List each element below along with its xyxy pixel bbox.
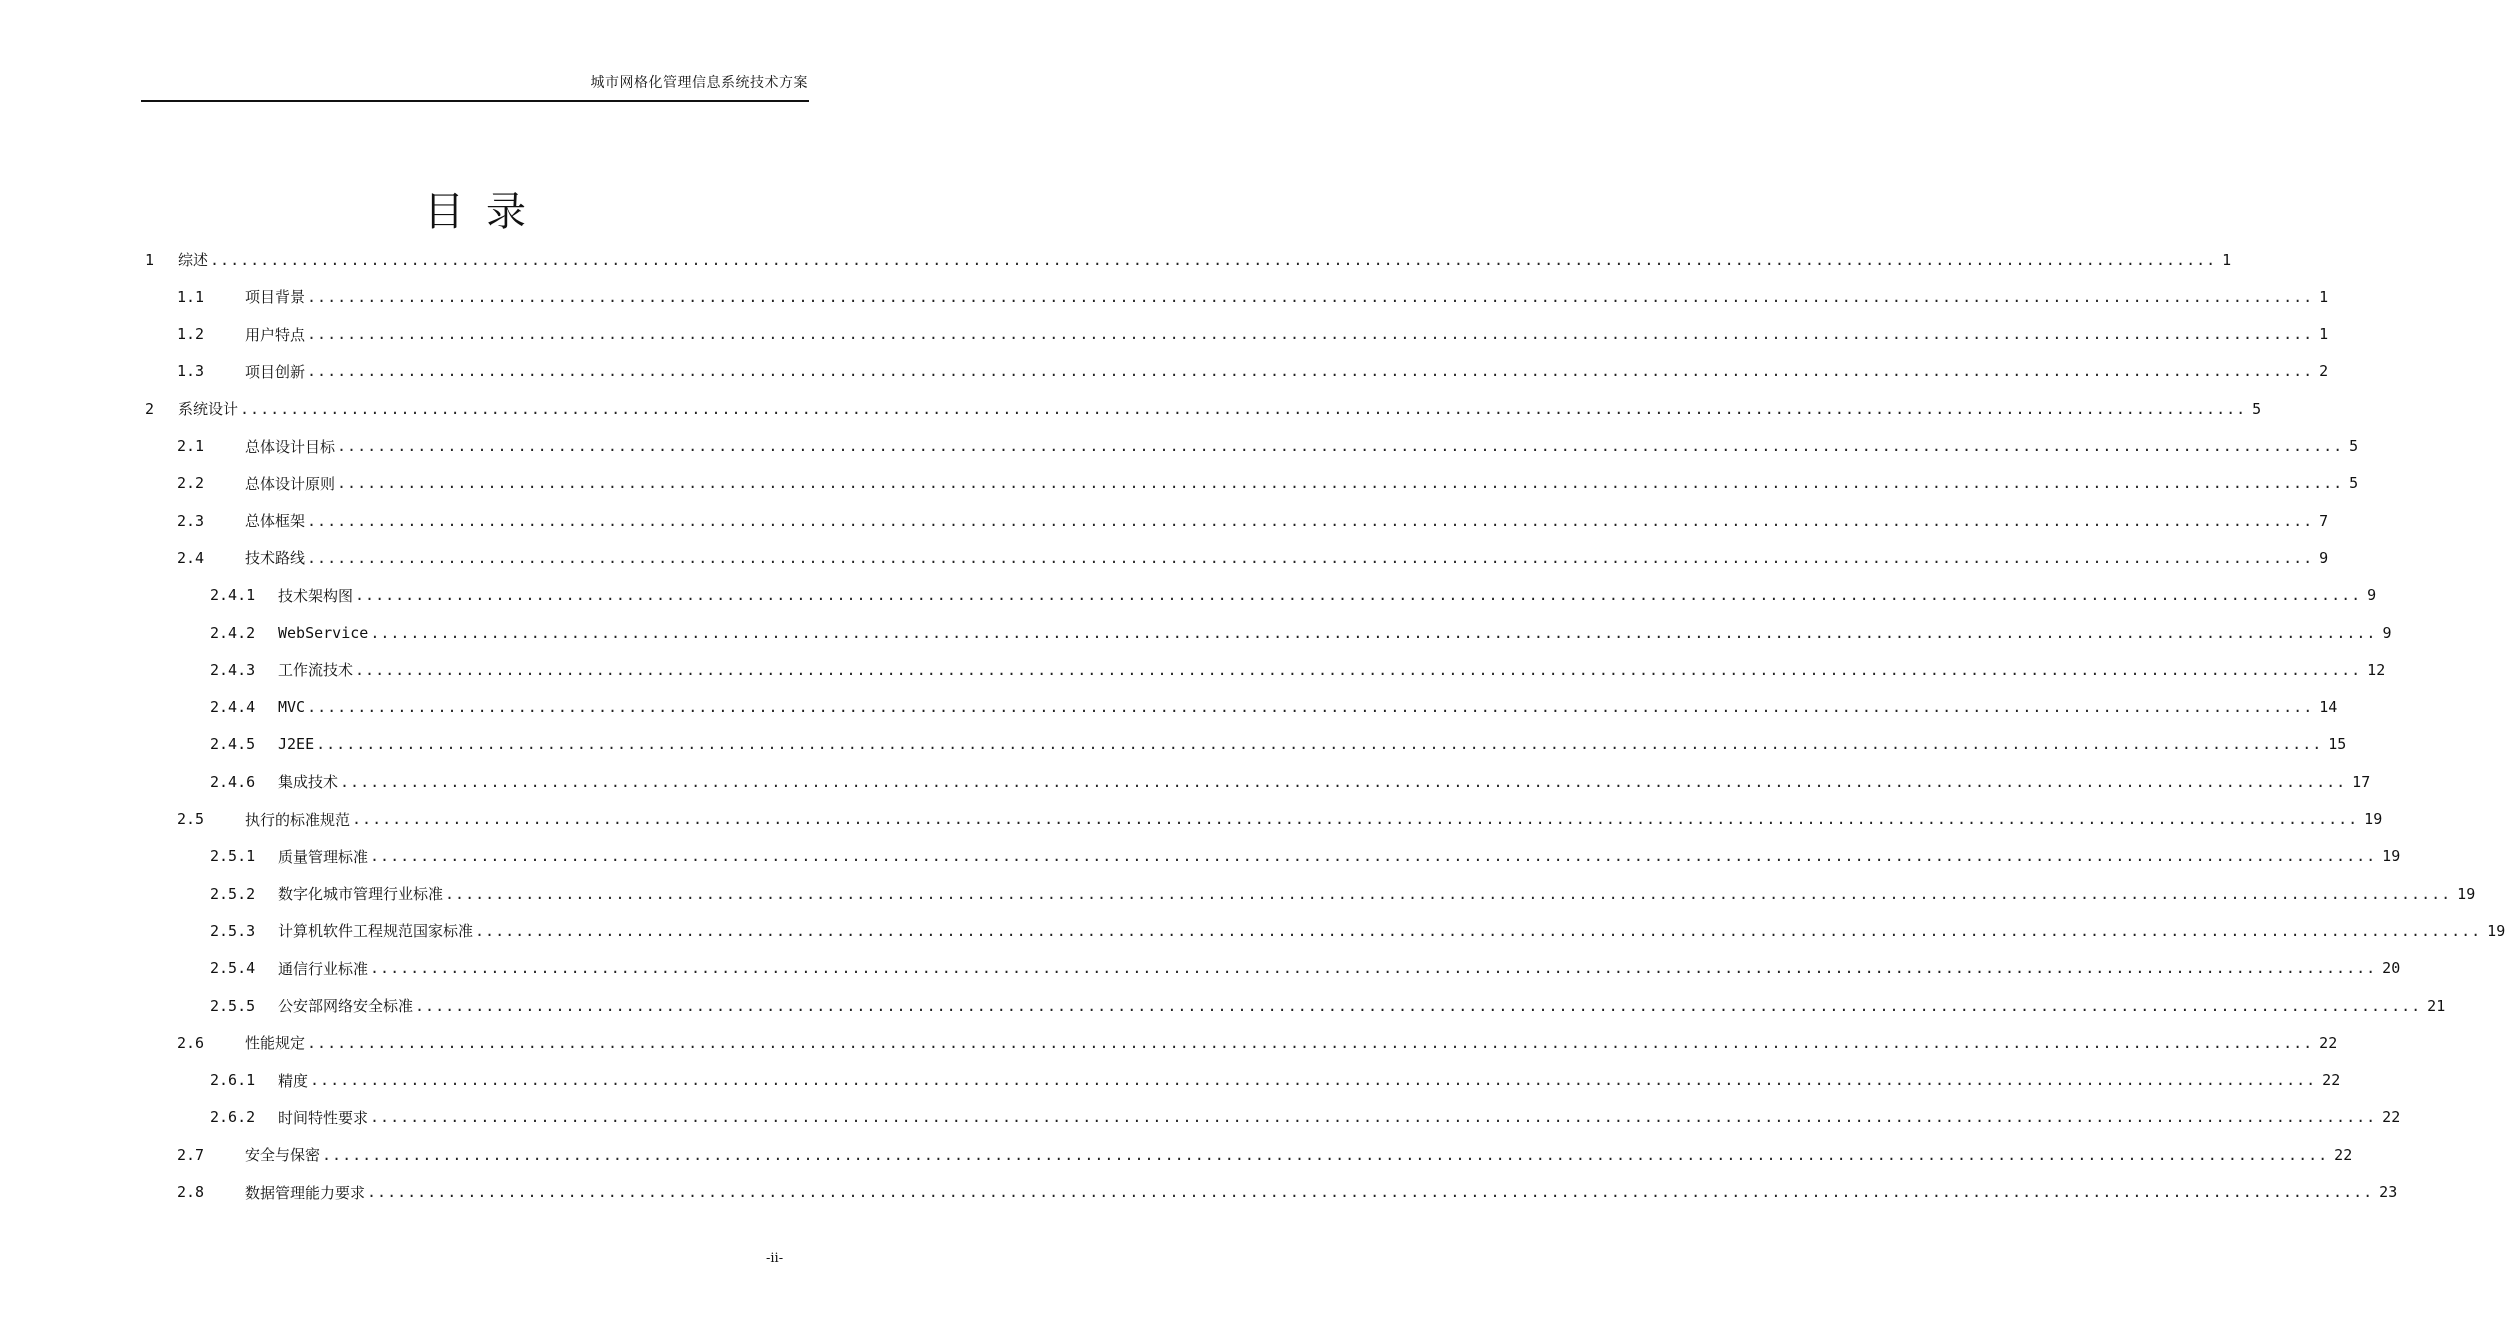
toc-dot-leader: ........................................................................................................................................................................................................ xyxy=(210,250,2217,269)
toc-entry-page: 22 xyxy=(2334,1145,2353,1164)
toc-entry-page: 17 xyxy=(2352,772,2371,791)
toc-entry-title: 系统设计 xyxy=(178,400,239,419)
toc-entry-page: 23 xyxy=(2379,1183,2398,1201)
toc-entry-title: 数据管理能力要求 xyxy=(245,1183,366,1202)
toc-entry-page: 22 xyxy=(2322,1071,2341,1090)
toc-dot-leader: ........................................................................................................................................................................................................ xyxy=(445,884,2452,903)
toc-entry-title: 技术架构图 xyxy=(278,586,354,605)
toc-dot-leader: ........................................................................................................................................................................................................ xyxy=(307,698,2314,717)
toc-entry-number: 2.6 xyxy=(177,1033,205,1052)
toc-entry[interactable] xyxy=(210,726,2347,763)
toc-entry-page: 15 xyxy=(2328,735,2347,754)
toc-entry-number: 2.5.1 xyxy=(210,847,256,866)
toc-dot-leader: ........................................................................................................................................................................................................ xyxy=(370,623,2377,642)
toc-entry[interactable] xyxy=(210,875,2476,912)
toc-entry-number: 2.5.4 xyxy=(210,959,256,978)
toc-entry[interactable] xyxy=(177,1024,2338,1061)
toc-entry-page: 14 xyxy=(2319,698,2338,717)
toc-entry-page: 21 xyxy=(2427,996,2446,1015)
toc-entry-page: 7 xyxy=(2319,511,2329,530)
toc-entry-title: 用户特点 xyxy=(245,325,306,344)
toc-entry-title: 通信行业标准 xyxy=(278,959,369,978)
toc-entry-page: 22 xyxy=(2319,1033,2338,1052)
toc-entry-title: 数字化城市管理行业标准 xyxy=(278,885,444,904)
toc-entry-page: 5 xyxy=(2252,399,2262,418)
toc-entry-number: 2.5 xyxy=(177,810,205,828)
toc-entry[interactable] xyxy=(177,428,2359,465)
toc-dot-leader: ........................................................................................................................................................................................................ xyxy=(475,921,2482,940)
toc-dot-leader: ........................................................................................................................................................................................................ xyxy=(307,1033,2314,1052)
toc-entry-page: 1 xyxy=(2319,287,2329,306)
toc-entry[interactable] xyxy=(210,614,2392,651)
toc-entry[interactable] xyxy=(210,763,2371,800)
toc-entry-page: 22 xyxy=(2382,1108,2401,1127)
toc-entry-page: 1 xyxy=(2319,325,2329,344)
toc-entry-number: 1 xyxy=(145,250,155,269)
toc-entry[interactable] xyxy=(177,316,2329,353)
toc-dot-leader: ........................................................................................................................................................................................................ xyxy=(337,474,2344,493)
toc-entry-title: 工作流技术 xyxy=(278,661,354,680)
toc-entry-title: J2EE xyxy=(278,735,315,754)
toc-entry-number: 2.8 xyxy=(177,1183,205,1201)
toc-entry[interactable] xyxy=(145,241,2232,278)
toc-entry-title: 技术路线 xyxy=(245,549,306,568)
toc-entry-number: 1.1 xyxy=(177,287,205,306)
toc-entry-number: 2 xyxy=(145,399,155,418)
toc-entry-title: 项目创新 xyxy=(245,362,306,381)
toc-dot-leader: ........................................................................................................................................................................................................ xyxy=(355,660,2362,679)
toc-dot-leader: ........................................................................................................................................................................................................ xyxy=(307,325,2314,344)
toc-entry-number: 2.6.1 xyxy=(210,1071,256,1090)
toc-entry[interactable] xyxy=(177,801,2383,838)
toc-entry-page: 9 xyxy=(2319,548,2329,567)
toc-dot-leader: ........................................................................................................................................................................................................ xyxy=(307,362,2314,381)
toc-dot-leader: ........................................................................................................................................................................................................ xyxy=(370,847,2377,866)
toc-entry-number: 2.5.5 xyxy=(210,996,256,1015)
toc-dot-leader: ........................................................................................................................................................................................................ xyxy=(415,996,2422,1015)
toc-entry-number: 2.4.4 xyxy=(210,698,256,717)
toc-entry[interactable] xyxy=(177,1174,2398,1211)
toc-entry-number: 2.4.3 xyxy=(210,660,256,679)
toc-entry-title: 质量管理标准 xyxy=(278,847,369,866)
toc-entry-number: 2.4.1 xyxy=(210,586,256,605)
toc-entry[interactable] xyxy=(210,838,2401,875)
toc-entry-number: 1.3 xyxy=(177,362,205,381)
toc-entry-title: 精度 xyxy=(278,1071,309,1090)
toc-dot-leader: ........................................................................................................................................................................................................ xyxy=(370,959,2377,978)
toc-entry[interactable] xyxy=(177,1136,2353,1173)
toc-entry-title: 项目背景 xyxy=(245,288,306,307)
toc-entry-number: 2.6.2 xyxy=(210,1108,256,1127)
toc-entry-title: 总体设计原则 xyxy=(245,474,336,493)
toc-entry-page: 9 xyxy=(2382,623,2392,642)
toc-entry-page: 19 xyxy=(2487,921,2505,940)
toc-entry-number: 2.4.2 xyxy=(210,623,256,642)
toc-dot-leader: ........................................................................................................................................................................................................ xyxy=(355,586,2362,605)
toc-entry-number: 2.4 xyxy=(177,548,205,567)
toc-entry-page: 19 xyxy=(2457,884,2476,903)
toc-entry-title: 时间特性要求 xyxy=(278,1108,369,1127)
toc-entry-page: 1 xyxy=(2222,250,2232,269)
toc-dot-leader: ........................................................................................................................................................................................................ xyxy=(322,1145,2329,1164)
toc-dot-leader: ........................................................................................................................................................................................................ xyxy=(307,548,2314,567)
toc-entry-title: 总体框架 xyxy=(245,512,306,531)
toc-entry-number: 2.4.5 xyxy=(210,735,256,754)
toc-dot-leader: ........................................................................................................................................................................................................ xyxy=(307,287,2314,306)
toc-entry[interactable] xyxy=(145,390,2262,427)
toc-entry[interactable] xyxy=(210,1062,2341,1099)
toc-entry-page: 12 xyxy=(2367,660,2386,679)
toc-entry[interactable] xyxy=(177,502,2329,539)
toc-dot-leader: ........................................................................................................................................................................................................ xyxy=(352,810,2359,828)
toc-entry-page: 2 xyxy=(2319,362,2329,381)
toc-entry-title: 计算机软件工程规范国家标准 xyxy=(278,922,474,941)
toc-entry[interactable] xyxy=(210,577,2377,614)
toc-dot-leader: ........................................................................................................................................................................................................ xyxy=(310,1071,2317,1090)
toc-entry[interactable] xyxy=(177,278,2329,315)
toc-entry-page: 9 xyxy=(2367,586,2377,605)
page-number: -ii- xyxy=(766,1251,784,1266)
toc-entry[interactable] xyxy=(177,353,2329,390)
toc-entry-page: 20 xyxy=(2382,959,2401,978)
toc-entry-title: 性能规定 xyxy=(245,1034,306,1053)
toc-entry-title: 总体设计目标 xyxy=(245,437,336,456)
toc-dot-leader: ........................................................................................................................................................................................................ xyxy=(316,735,2323,754)
toc-entry-title: MVC xyxy=(278,698,306,717)
toc-dot-leader: ........................................................................................................................................................................................................ xyxy=(240,399,2247,418)
toc-dot-leader: ........................................................................................................................................................................................................ xyxy=(367,1183,2374,1201)
toc-entry-page: 19 xyxy=(2364,810,2383,828)
toc-entry-number: 2.5.2 xyxy=(210,884,256,903)
toc-entry[interactable] xyxy=(177,539,2329,576)
toc-dot-leader: ........................................................................................................................................................................................................ xyxy=(340,772,2347,791)
toc-entry-page: 19 xyxy=(2382,847,2401,866)
toc-entry[interactable] xyxy=(210,689,2338,726)
toc-heading: 目录 xyxy=(424,188,548,235)
toc-entry-title: WebService xyxy=(278,623,369,642)
toc-dot-leader: ........................................................................................................................................................................................................ xyxy=(307,511,2314,530)
header-divider xyxy=(141,100,809,102)
toc-entry-number: 2.2 xyxy=(177,474,205,493)
toc-entry-title: 集成技术 xyxy=(278,773,339,792)
toc-entry-title: 执行的标准规范 xyxy=(245,810,351,829)
toc-entry[interactable] xyxy=(177,465,2359,502)
toc-entry-number: 2.7 xyxy=(177,1145,205,1164)
toc-entry-number: 2.5.3 xyxy=(210,921,256,940)
toc-entry[interactable] xyxy=(210,950,2401,987)
document-title: 城市网格化管理信息系统技术方案 xyxy=(590,75,808,91)
toc-entry-title: 综述 xyxy=(178,251,209,269)
toc-entry-title: 安全与保密 xyxy=(245,1146,321,1165)
toc-entry-number: 2.4.6 xyxy=(210,772,256,791)
toc-entry-number: 1.2 xyxy=(177,325,205,344)
toc-entry-title: 公安部网络安全标准 xyxy=(278,997,414,1015)
toc-entry[interactable] xyxy=(210,1099,2401,1136)
toc-dot-leader: ........................................................................................................................................................................................................ xyxy=(370,1108,2377,1127)
toc-dot-leader: ........................................................................................................................................................................................................ xyxy=(337,437,2344,455)
toc-entry[interactable] xyxy=(210,912,2505,949)
toc-entry-page: 5 xyxy=(2349,474,2359,493)
toc-entry-page: 5 xyxy=(2349,437,2359,455)
toc-entry[interactable] xyxy=(210,651,2386,688)
toc-entry-number: 2.1 xyxy=(177,437,205,455)
toc-entry-number: 2.3 xyxy=(177,511,205,530)
toc-entry[interactable] xyxy=(210,987,2446,1024)
